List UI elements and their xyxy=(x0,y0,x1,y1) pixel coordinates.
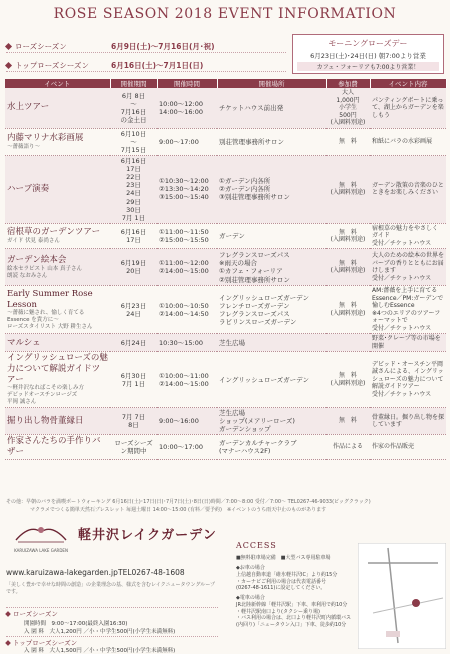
table-row xyxy=(5,249,446,286)
event-name: 作家さんたちの手作りバザー xyxy=(7,436,101,457)
table-row xyxy=(5,407,446,434)
access-title: ACCESS xyxy=(236,541,277,550)
event-fee: 作品による xyxy=(326,435,370,459)
morning-rose-day-box xyxy=(292,34,444,74)
table-row xyxy=(5,286,446,334)
event-dates: 6月24日 xyxy=(110,334,157,352)
event-dates: 6月30日 7月 1日 xyxy=(110,352,157,408)
brand-name: 軽井沢レイクガーデン xyxy=(78,528,217,543)
event-name: Early Summer Rose Lesson xyxy=(7,288,93,310)
event-name: 内藤マリナ水彩画展 xyxy=(7,132,84,143)
event-table xyxy=(5,79,447,460)
access-car-text: 上信越自動車道「碓氷軽井沢IC」より約15分 ・カーナビご利用の場合は代表電話番号 (0267-48-1611)に設定してください。 xyxy=(236,572,338,591)
event-description: 作家の作品販売 xyxy=(370,435,446,459)
event-fee xyxy=(326,334,370,352)
event-subtitle: ～軽井沢なればこその楽しみ方 デビッドオースチンロージズ 平岡 誠さん xyxy=(7,385,85,405)
event-dates: 7月 7日 8日 xyxy=(110,407,157,434)
event-dates: 6月10日 ～ 7月15日 xyxy=(110,128,157,155)
event-place: 別荘管理事務所サロン xyxy=(217,128,326,155)
event-place: ガーデンカルチャークラブ (マナーハウス2F) xyxy=(217,435,326,459)
logo-text: KARUIZAWA LAKE GARDEN xyxy=(14,548,68,553)
event-name: ガーデン絵本会 xyxy=(7,255,67,266)
event-description: ガーデン散策の音楽のひとときをお楽しみください xyxy=(370,155,446,223)
event-dates: 6月16日 17日 xyxy=(110,223,157,249)
event-fee: 大人 1,000円 小学生 500円 (入園料別途) xyxy=(326,88,370,128)
table-row xyxy=(5,223,446,249)
column-header: イベント内容 xyxy=(370,79,446,88)
rose-fee: 入 園 料 大人1,200円 ／小・中学生500円(小学生未満無料) xyxy=(24,629,176,635)
event-subtitle: 絵本セラピスト 山本 真子さん 朗読 なおみさん xyxy=(7,265,82,279)
event-name-cell xyxy=(5,223,110,249)
event-name-cell xyxy=(5,435,110,459)
event-name-cell xyxy=(5,88,110,128)
event-place: イングリッシュローズガーデン xyxy=(217,352,326,408)
top-rose-fee: 入 園 料 大人1,500円 ／小・中学生500円(小学生未満無料) xyxy=(24,648,176,654)
table-row xyxy=(5,88,446,128)
column-header: 開催場所 xyxy=(217,79,326,88)
lake-garden-logo xyxy=(12,520,70,546)
access-train-text: JR北陸新幹線「軽井沢駅」下車、車利用で約10分 ・軽井沢駅南口より(タクシー乗り場) ・バス利用の場合は、北口より軽井沢町内循環バス(内回り)「ニュータウン入口」下車、徒歩約10分 xyxy=(236,602,352,628)
event-description: 宿根草の魅力をやさしくガイド 受付／チケットハウス xyxy=(370,223,446,249)
event-name-cell xyxy=(5,352,110,408)
column-header: 開催時間 xyxy=(157,79,217,88)
event-times: 10:00～17:00 xyxy=(157,435,217,459)
event-place: ①ガーデン内各所 ②ガーデン内各所 ③別荘管理事務所サロン xyxy=(217,155,326,223)
table-row xyxy=(5,128,446,155)
column-header: 開催期間 xyxy=(110,79,157,88)
event-name: ハーブ演奏 xyxy=(7,184,50,195)
event-description: 野菜･クレープ等の市場を開催 xyxy=(370,334,446,352)
event-description: パンティングボートに乗って、湖上からガーデンを楽しもう xyxy=(370,88,446,128)
morning-dates: 6月23日(土)･24日(日) 朝7:00より営業 xyxy=(310,52,426,60)
event-place: ガーデン xyxy=(217,223,326,249)
event-fee: 無 料 (入園料別途) xyxy=(326,223,370,249)
event-place: フレグランスローズパス ※雨天の場合 ①カフェ・フォーリア ②別荘管理事務所サロン xyxy=(217,249,326,286)
access-train-heading: ◆電車の場合 xyxy=(236,595,265,601)
event-times: ①10:00～10:50 ②14:00～14:50 xyxy=(157,286,217,334)
event-times: 9:00～16:00 xyxy=(157,407,217,434)
event-times: 10:30～15:00 xyxy=(157,334,217,352)
table-row xyxy=(5,435,446,459)
event-name-cell xyxy=(5,155,110,223)
tagline: 「美しく豊かで幸せな時間の創造」の企業理念の基、様式を含むレイクニュータウングループです。 xyxy=(6,582,216,595)
event-description: 骨董縁日。掘り出し物を探しています xyxy=(370,407,446,434)
morning-note: カフェ・フォーリアも7:00より営業！ xyxy=(297,62,439,71)
top-rose-season-footer-title: トップローズシーズン xyxy=(6,638,77,647)
event-dates: ローズシーズン期間中 xyxy=(110,435,157,459)
event-subtitle: ～薔薇に魅され、愉しく育てる Essence を貴方に～ ローズスタイリスト 大野 耕生さん xyxy=(7,310,93,330)
event-times: ①10:30～12:00 ②13:30～14:20 ③15:00～15:40 xyxy=(157,155,217,223)
season-label: トップローズシーズン xyxy=(6,60,111,71)
footnote-2: マクラメでつくる簡単天然石ブレスレット 毎週土曜日 14:00～15:00 (有料／要予約) ※イベントのうち雨天中止のものがあります xyxy=(30,507,327,513)
table-row xyxy=(5,334,446,352)
event-name: 宿根草のガーデンツアー xyxy=(7,227,101,238)
event-times: 9:00～17:00 xyxy=(157,128,217,155)
event-fee: 無 料 (入園料別途) xyxy=(326,155,370,223)
event-description: AM:薔薇を上手に育てるEssence／PM:ガーデンで愉しむEssence ※4つのエリアのツアーフォーマットで 受付／チケットハウス xyxy=(370,286,446,334)
phone-number: TEL0267-48-1608 xyxy=(118,568,185,577)
event-name-cell xyxy=(5,286,110,334)
event-dates: 6月23日 24日 xyxy=(110,286,157,334)
event-subtitle: ～薔薇語り～ xyxy=(7,143,41,150)
event-times: ①10:00～11:00 ②14:00～15:00 xyxy=(157,352,217,408)
event-fee: 無 料 xyxy=(326,407,370,434)
event-fee: 無 料 xyxy=(326,128,370,155)
access-map xyxy=(358,543,446,649)
event-subtitle: ガイド 伏見 泰尚さん xyxy=(7,238,60,244)
event-times: ①11:00～12:00 ②14:00～15:00 xyxy=(157,249,217,286)
footnote: その他：早朝のバラを満喫ボートウォーキング 6月16日(土)･17日(日)･7月7日(土)･8日(日)時間／7:00～8:00 受付／7:00～ TEL0267-46-9033(ピッグクラック) xyxy=(6,499,371,505)
rose-season-footer-title: ローズシーズン xyxy=(6,609,58,618)
event-name: マルシェ xyxy=(7,337,41,348)
season-label: ローズシーズン xyxy=(6,41,111,52)
website-link[interactable]: www.karuizawa-lakegarden.jp xyxy=(6,568,118,577)
event-name-cell xyxy=(5,407,110,434)
event-description: 和紙にバラの水彩画展 xyxy=(370,128,446,155)
event-dates: 6月 8日 ～ 7月16日 の金土日 xyxy=(110,88,157,128)
page-title: ROSE SEASON 2018 EVENT INFORMATION xyxy=(53,6,397,22)
event-fee: 無 料 (入園料別途) xyxy=(326,352,370,408)
column-header: 参加費 xyxy=(326,79,370,88)
column-header: イベント xyxy=(5,79,110,88)
rose-hours: 開園時間 9:00～17:00(最終入園16:30) xyxy=(24,621,128,627)
event-description: 大人のための絵本の世界をバーブの香りとともにお届けします 受付／チケットハウス xyxy=(370,249,446,286)
event-dates: 6月16日 17日 22日 23日 24日 29日 30日 7月 1日 xyxy=(110,155,157,223)
event-name-cell xyxy=(5,334,110,352)
event-place: チケットハウス前出発 xyxy=(217,88,326,128)
season-dates: 6月9日(土)～7月16日(月･祝) xyxy=(111,41,215,51)
morning-title: モーニングローズデー xyxy=(328,39,408,48)
rose-season-row xyxy=(6,40,215,52)
event-name-cell xyxy=(5,249,110,286)
event-place: イングリッシュローズガーデン フレンチローズガーデン フレグランスローズパス ラビリンスローズガーデン xyxy=(217,286,326,334)
access-parking: ■無料駐車場完備 ■大型バス専用駐車場 xyxy=(236,555,331,561)
access-car-heading: ◆お車の場合 xyxy=(236,565,265,571)
event-description: デビッド・オースチン平岡 誠さんによる、イングリッシュローズの魅力について解説ガイドツアー 受付／チケットハウス xyxy=(370,352,446,408)
event-name: イングリッシュローズの魅力について解説ガイドツアー xyxy=(7,353,108,385)
table-header-row xyxy=(5,79,446,88)
event-times: ①11:00～11:50 ②15:00～15:50 xyxy=(157,223,217,249)
event-name: 掘り出し物骨董縁日 xyxy=(7,415,84,426)
event-fee: 無 料 (入園料別途) xyxy=(326,286,370,334)
season-dates: 6月16日(土)～7月1日(日) xyxy=(111,60,204,70)
event-name: 水上ツアー xyxy=(7,102,50,113)
event-times: 10:00～12:00 14:00～16:00 xyxy=(157,88,217,128)
top-rose-season-row xyxy=(6,59,203,71)
event-name-cell xyxy=(5,128,110,155)
event-place: 芝生広場 ショップ(メアリーローズ) ガーデンショップ xyxy=(217,407,326,434)
event-dates: 6月19日 20日 xyxy=(110,249,157,286)
event-place: 芝生広場 xyxy=(217,334,326,352)
table-row xyxy=(5,352,446,408)
event-fee: 無 料 (入園料別途) xyxy=(326,249,370,286)
table-row xyxy=(5,155,446,223)
